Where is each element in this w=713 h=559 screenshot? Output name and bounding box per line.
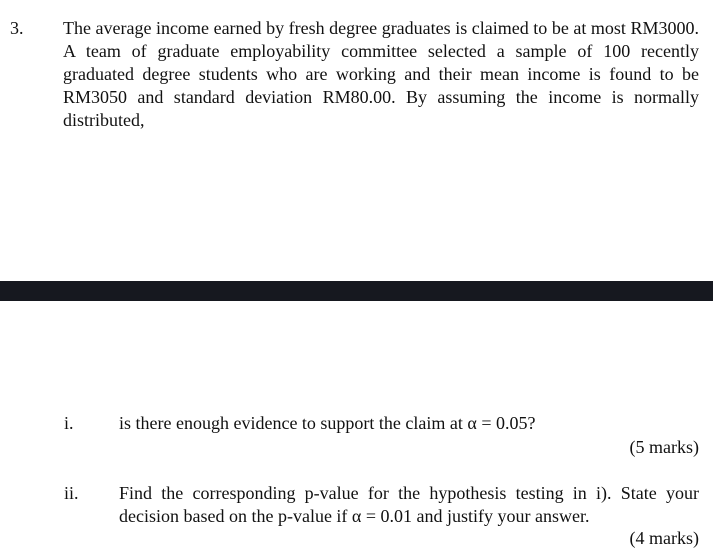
part-i-text — [119, 412, 699, 435]
intro-line: A team of graduate employability committee selected a sample of 100 recently — [63, 41, 699, 61]
part-ii-marks: (4 marks) — [629, 528, 699, 548]
part-ii-line: decision based on the p-value if α = 0.01 and justify your answer. — [119, 506, 590, 526]
part-i-line: is there enough evidence to support the claim at α = 0.05? — [119, 413, 536, 433]
part-ii-text — [119, 482, 699, 528]
intro-line: RM3050 and standard deviation RM80.00. By assuming the income is normally — [63, 87, 699, 107]
part-i-label: i. — [64, 413, 74, 433]
part-ii-line: Find the corresponding p-value for the hypothesis testing in i). State your — [119, 483, 699, 503]
part-i-marks: (5 marks) — [629, 437, 699, 457]
question-intro — [63, 17, 699, 132]
intro-line: distributed, — [63, 110, 145, 130]
redaction-bar — [0, 281, 713, 301]
question-number: 3. — [10, 18, 24, 38]
intro-line: The average income earned by fresh degree graduates is claimed to be at most RM3000. — [63, 18, 699, 38]
intro-line: graduated degree students who are working and their mean income is found to be — [63, 64, 699, 84]
part-ii-label: ii. — [64, 483, 79, 503]
